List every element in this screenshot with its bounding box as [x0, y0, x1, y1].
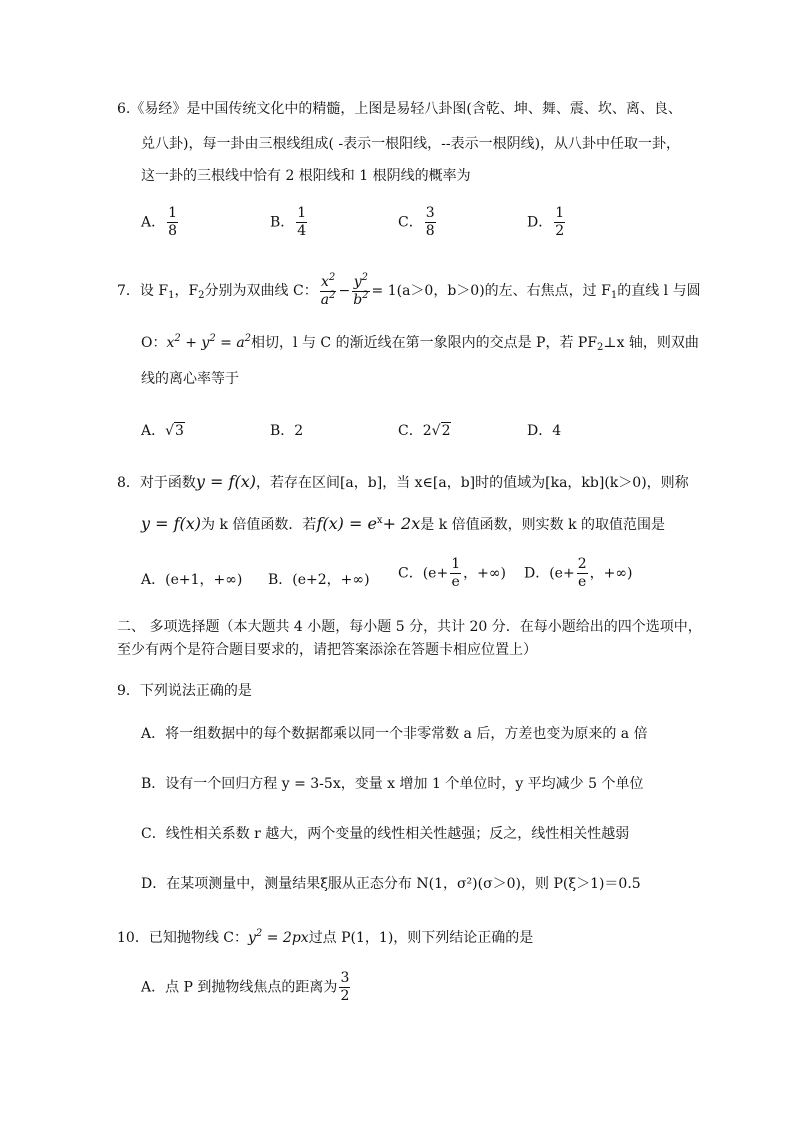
- q6-option-b: [270, 205, 309, 240]
- q9-option-c: C．线性相关系数 r 越大，两个变量的线性相关性越强；反之，线性相关性越弱: [141, 826, 630, 842]
- q10-option-a: A．点 P 到抛物线焦点的距离为 $\frac{3}{2}$: [141, 970, 350, 1004]
- q7-option-b: B．2: [270, 423, 304, 439]
- fraction: $\frac{x^2}{a^2}$: [320, 271, 336, 308]
- q8-line-2: y = f(x)为 k 倍值函数．若$f(x) = e^x+ 2x$是 k 倍值函数，则实数 k 的取值范围是: [141, 514, 666, 533]
- q9-option-a: A．将一组数据中的每个数据都乘以同一个非零常数 a 后，方差也变为原来的 a 倍: [141, 726, 648, 742]
- option-label: D．: [527, 214, 553, 231]
- q6-line-1: 6.《易经》是中国传统文化中的精髓，上图是易轻八卦图(含乾、坤、舞、震、坎、离、良、: [117, 101, 682, 117]
- q6-option-c: [398, 205, 438, 240]
- fraction: $\frac{1}{2}$: [555, 205, 565, 239]
- q8-line-1: 8．对于函数y = f(x)，若存在区间[a，b]，当 x∈[a，b]时的值域为[ka，kb](k＞0)，则称: [117, 472, 689, 491]
- fraction: $\frac{1}{4}$: [297, 205, 307, 239]
- fraction: $\frac{3}{8}$: [425, 205, 435, 239]
- q6-line-2: 兑八卦)，每一卦由三根线组成( -表示一根阳线，--表示一根阴线)，从八卦中任取一卦，: [141, 136, 681, 152]
- q6-option-d: [527, 205, 567, 240]
- fraction: $\frac{2}{e}$: [577, 556, 587, 590]
- sqrt: √2: [431, 423, 451, 439]
- option-label: C．: [398, 214, 423, 231]
- parabola-equation: $y^2 = 2px$: [247, 928, 309, 946]
- q7-option-d: D．4: [527, 423, 562, 439]
- q6-option-a: [141, 205, 180, 240]
- q7-option-a: A．√3: [141, 423, 184, 439]
- q9-option-b: B．设有一个回归方程 y = 3-5x，变量 x 增加 1 个单位时，y 平均减少 5 个单位: [141, 776, 644, 792]
- sqrt: √3: [165, 423, 184, 439]
- option-label: A．: [141, 214, 166, 231]
- q7-option-c: C．2√2: [398, 423, 451, 439]
- section-2-header-line-1: 二、 多项选择题（本大题共 4 小题，每小题 5 分，共计 20 分．在每小题给出的四个选项中，: [117, 619, 702, 635]
- q8-option-c: C．(e+ $\frac{1}{e}$ ，+∞): [398, 556, 506, 590]
- circle-equation: $x^2 + y^2 = a^2$: [166, 333, 252, 351]
- q8-option-a: A．(e+1，+∞): [141, 572, 243, 588]
- fraction: $\frac{1}{e}$: [451, 556, 461, 590]
- q9-option-d: D．在某项测量中，测量结果ξ服从正态分布 N(1，σ²)(σ＞0)，则 P(ξ＞1)＝0.5: [141, 876, 641, 892]
- q7-line-2: O：$x^2 + y^2 = a^2$相切，l 与 C 的渐近线在第一象限内的交点是 P，若 $PF_2\perp x$ 轴，则双曲: [141, 333, 699, 353]
- fraction: $\frac{1}{8}$: [168, 205, 178, 239]
- fraction: $\frac{3}{2}$: [340, 970, 350, 1004]
- q10-stem: 10．已知抛物线 C：$y^2 = 2px$过点 P(1，1)，则下列结论正确的是: [117, 928, 534, 946]
- q8-option-b: B．(e+2，+∞): [268, 572, 370, 588]
- q8-option-d: D．(e+ $\frac{2}{e}$ ，+∞): [524, 556, 633, 590]
- q7-line-3: 线的离心率等于: [141, 371, 239, 387]
- q7-line-1: 7．设 $F_1$，$F_2$分别为双曲线 C： $\frac{x^2}{a^2}$ − $\frac{y^2}{b^2}$ = 1(a＞0，b＞0)的左、右焦点，过 $F_1$的直线 l 与圆: [117, 271, 701, 308]
- fraction: $\frac{y^2}{b^2}$: [353, 271, 369, 308]
- option-label: B．: [270, 214, 295, 231]
- q9-stem: 9．下列说法正确的是: [117, 683, 252, 699]
- section-2-header-line-2: 至少有两个是符合题目要求的，请把答案添涂在答题卡相应位置上）: [117, 642, 537, 658]
- q6-line-3: 这一卦的三根线中恰有 2 根阳线和 1 根阴线的概率为: [141, 168, 471, 184]
